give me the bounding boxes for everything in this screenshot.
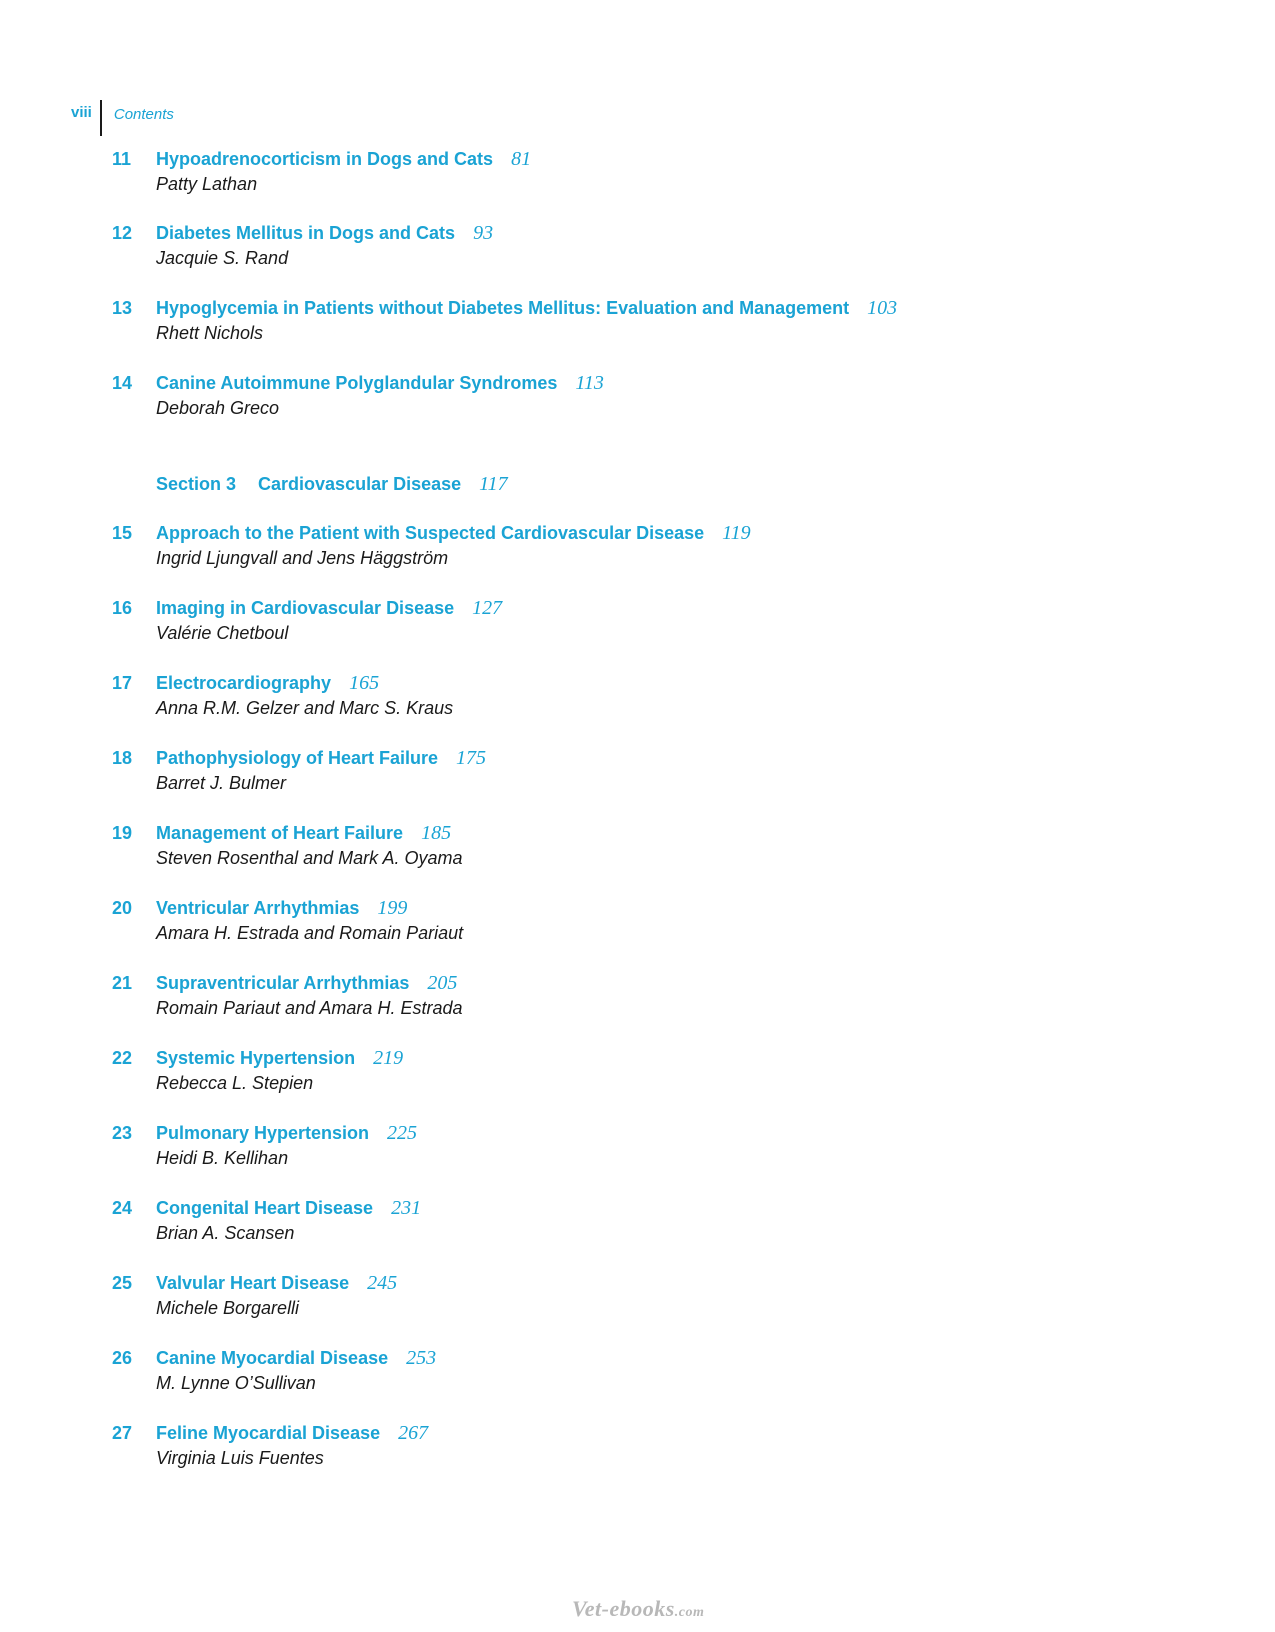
section-title: Cardiovascular Disease — [258, 474, 462, 494]
chapter-number: 24 — [112, 1198, 133, 1218]
chapter-author: Virginia Luis Fuentes — [156, 1448, 324, 1468]
chapter-number: 25 — [112, 1273, 133, 1293]
chapter-number: 16 — [112, 598, 133, 618]
chapter-page: 225 — [387, 1122, 418, 1144]
chapter-page: 205 — [427, 972, 458, 994]
chapter-title-line — [156, 1047, 403, 1071]
chapter-page: 245 — [367, 1272, 398, 1294]
chapter-page: 113 — [575, 372, 604, 394]
chapter-number: 14 — [112, 373, 133, 393]
chapter-title[interactable]: Management of Heart Failure — [156, 823, 404, 843]
toc-entry-14[interactable] — [0, 372, 1275, 428]
chapter-page: 253 — [406, 1347, 437, 1369]
chapter-author: Anna R.M. Gelzer and Marc S. Kraus — [156, 698, 454, 718]
chapter-page: 185 — [421, 822, 452, 844]
section-page: 117 — [479, 473, 508, 495]
chapter-author: Michele Borgarelli — [156, 1298, 300, 1318]
chapter-page: 127 — [472, 597, 503, 619]
watermark-main: Vet-ebooks — [572, 1596, 675, 1621]
chapter-title-line — [156, 1272, 397, 1296]
chapter-page: 175 — [456, 747, 487, 769]
chapter-title[interactable]: Approach to the Patient with Suspected Cardiovascular Disease — [156, 523, 705, 543]
chapter-page: 81 — [511, 148, 532, 170]
toc-entry-16[interactable] — [0, 597, 1275, 653]
section-heading[interactable] — [156, 473, 508, 497]
toc-entry-15[interactable] — [0, 522, 1275, 578]
chapter-author: Romain Pariaut and Amara H. Estrada — [156, 998, 463, 1018]
chapter-author: Valérie Chetboul — [156, 623, 289, 643]
chapter-title[interactable]: Electrocardiography — [156, 673, 332, 693]
chapter-number: 23 — [112, 1123, 133, 1143]
chapter-author: Rebecca L. Stepien — [156, 1073, 314, 1093]
chapter-title[interactable]: Hypoadrenocorticism in Dogs and Cats — [156, 149, 494, 169]
chapter-title-line — [156, 972, 457, 996]
chapter-title[interactable]: Valvular Heart Disease — [156, 1273, 350, 1293]
chapter-title[interactable]: Hypoglycemia in Patients without Diabetes Mellitus: Evaluation and Management — [156, 298, 850, 318]
chapter-title-line — [156, 372, 604, 396]
toc-entry-25[interactable] — [0, 1272, 1275, 1328]
chapter-number: 21 — [112, 973, 133, 993]
chapter-title-line — [156, 597, 502, 621]
chapter-number: 27 — [112, 1423, 133, 1443]
chapter-author: Jacquie S. Rand — [156, 248, 289, 268]
chapter-title-line — [156, 148, 531, 172]
chapter-author: Heidi B. Kellihan — [156, 1148, 289, 1168]
chapter-number: 11 — [112, 149, 132, 169]
toc-entry-18[interactable] — [0, 747, 1275, 803]
chapter-author: Patty Lathan — [156, 174, 258, 194]
chapter-author: M. Lynne O’Sullivan — [156, 1373, 316, 1393]
chapter-number: 15 — [112, 523, 133, 543]
toc-entry-22[interactable] — [0, 1047, 1275, 1103]
chapter-author: Rhett Nichols — [156, 323, 264, 343]
chapter-title[interactable]: Systemic Hypertension — [156, 1048, 356, 1068]
toc-entry-23[interactable] — [0, 1122, 1275, 1178]
chapter-number: 12 — [112, 223, 133, 243]
chapter-title[interactable]: Ventricular Arrhythmias — [156, 898, 360, 918]
running-head — [71, 100, 174, 136]
chapter-number: 26 — [112, 1348, 133, 1368]
toc-entry-12[interactable] — [0, 222, 1275, 278]
toc-entry-24[interactable] — [0, 1197, 1275, 1253]
chapter-title-line — [156, 297, 897, 321]
toc-entry-11[interactable] — [0, 148, 1275, 204]
chapter-page: 219 — [373, 1047, 404, 1069]
chapter-title[interactable]: Supraventricular Arrhythmias — [156, 973, 410, 993]
chapter-title-line — [156, 522, 751, 546]
running-title: Contents — [113, 106, 174, 123]
chapter-author: Ingrid Ljungvall and Jens Häggström — [156, 548, 449, 568]
toc-entry-19[interactable] — [0, 822, 1275, 878]
chapter-title[interactable]: Congenital Heart Disease — [156, 1198, 374, 1218]
toc-entry-17[interactable] — [0, 672, 1275, 728]
chapter-title[interactable]: Diabetes Mellitus in Dogs and Cats — [156, 223, 456, 243]
chapter-title-line — [156, 1122, 417, 1146]
chapter-number: 20 — [112, 898, 133, 918]
chapter-number: 18 — [112, 748, 133, 768]
chapter-page: 267 — [398, 1422, 429, 1444]
chapter-title[interactable]: Pulmonary Hypertension — [156, 1123, 370, 1143]
chapter-title-line — [156, 1347, 436, 1371]
chapter-title[interactable]: Canine Myocardial Disease — [156, 1348, 389, 1368]
chapter-title[interactable]: Canine Autoimmune Polyglandular Syndromes — [156, 373, 558, 393]
chapter-page: 199 — [377, 897, 408, 919]
watermark-suffix: .com — [674, 1605, 705, 1620]
chapter-page: 165 — [349, 672, 380, 694]
chapter-title-line — [156, 1197, 421, 1221]
chapter-number: 19 — [112, 823, 133, 843]
chapter-author: Deborah Greco — [156, 398, 280, 418]
toc-entry-20[interactable] — [0, 897, 1275, 953]
chapter-author: Amara H. Estrada and Romain Pariaut — [156, 923, 464, 943]
chapter-number: 17 — [112, 673, 133, 693]
chapter-author: Brian A. Scansen — [156, 1223, 295, 1243]
toc-entry-26[interactable] — [0, 1347, 1275, 1403]
chapter-title-line — [156, 1422, 428, 1446]
chapter-title[interactable]: Imaging in Cardiovascular Disease — [156, 598, 455, 618]
chapter-page: 119 — [722, 522, 751, 544]
chapter-title-line — [156, 672, 379, 696]
chapter-number: 13 — [112, 298, 133, 318]
chapter-page: 231 — [391, 1197, 422, 1219]
chapter-number: 22 — [112, 1048, 133, 1068]
watermark-logo — [572, 1596, 704, 1622]
toc-entry-27[interactable] — [0, 1422, 1275, 1478]
chapter-title-line — [156, 222, 493, 246]
chapter-title-line — [156, 822, 451, 846]
toc-entry-21[interactable] — [0, 972, 1275, 1028]
chapter-title-line — [156, 747, 486, 771]
chapter-author: Barret J. Bulmer — [156, 773, 287, 793]
chapter-author: Steven Rosenthal and Mark A. Oyama — [156, 848, 463, 868]
chapter-title-line — [156, 897, 407, 921]
chapter-page: 93 — [473, 222, 494, 244]
toc-entry-13[interactable] — [0, 297, 1275, 353]
section-label: Section 3 — [156, 474, 237, 494]
page-folio: viii — [71, 104, 92, 121]
chapter-page: 103 — [867, 297, 898, 319]
chapter-title[interactable]: Feline Myocardial Disease — [156, 1423, 381, 1443]
chapter-title[interactable]: Pathophysiology of Heart Failure — [156, 748, 439, 768]
